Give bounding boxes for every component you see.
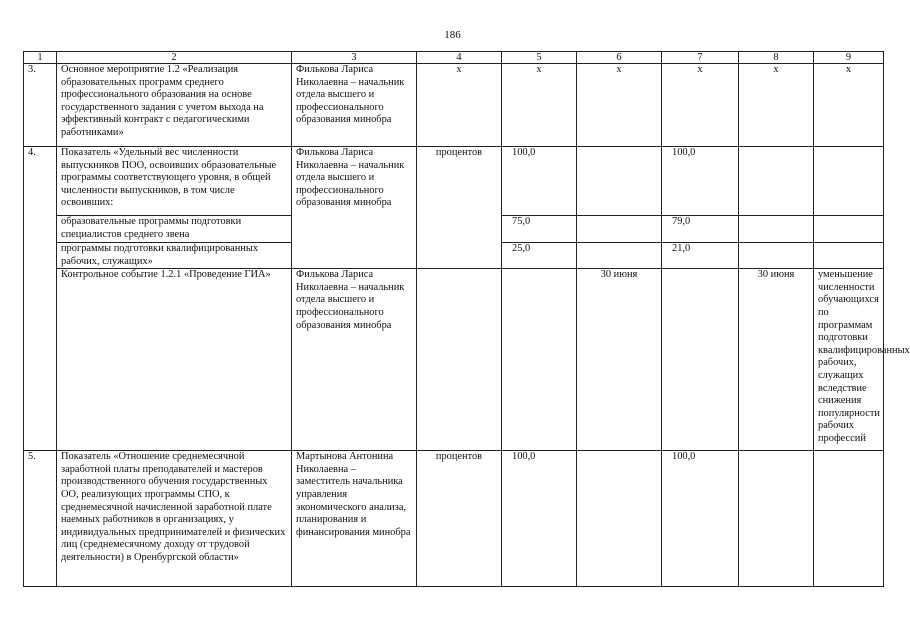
cell: х <box>417 64 502 147</box>
value-cell <box>739 451 814 587</box>
value-cell: 79,0 <box>662 216 739 243</box>
value-cell <box>577 147 662 216</box>
row-number: 5. <box>24 451 57 587</box>
value-cell <box>814 451 884 587</box>
header-cell: 2 <box>57 52 292 64</box>
header-cell: 9 <box>814 52 884 64</box>
cell: х <box>814 64 884 147</box>
cell: х <box>662 64 739 147</box>
row-responsible: Филькова Лариса Николаевна – начальник отдела высшего и профессионального образования минобра <box>292 269 417 451</box>
table-row <box>24 269 884 451</box>
header-cell: 1 <box>24 52 57 64</box>
value-cell <box>577 216 662 243</box>
header-cell: 6 <box>577 52 662 64</box>
header-cell: 7 <box>662 52 739 64</box>
row-name: Показатель «Удельный вес численности выпускников ПОО, освоивших образовательные программы соответствующего уровня, в общей численности выпускников, в том числе освоивших: <box>57 147 292 216</box>
row-responsible: Филькова Лариса Николаевна – начальник отдела высшего и профессионального образования минобра <box>292 147 417 269</box>
table-row <box>24 64 884 147</box>
table-row <box>24 147 884 216</box>
value-cell <box>502 269 577 451</box>
header-cell: 5 <box>502 52 577 64</box>
header-cell: 8 <box>739 52 814 64</box>
header-cell: 4 <box>417 52 502 64</box>
cell: х <box>577 64 662 147</box>
row-name: образовательные программы подготовки специалистов среднего звена <box>57 216 292 243</box>
date-cell: 30 июня <box>577 269 662 451</box>
value-cell: 100,0 <box>502 451 577 587</box>
value-cell: 100,0 <box>662 451 739 587</box>
row-name: программы подготовки квалифицированных рабочих, служащих» <box>57 243 292 269</box>
page-number: 186 <box>444 29 461 41</box>
row-name: Основное мероприятие 1.2 «Реализация образовательных программ среднего профессионального образования на основе государственного задания с учетом выхода на эффективный контракт с педагогическими работниками» <box>57 64 292 147</box>
value-cell <box>739 243 814 269</box>
unit-cell <box>417 269 502 451</box>
program-table <box>23 51 910 587</box>
value-cell <box>577 451 662 587</box>
header-row <box>24 52 884 64</box>
row-name: Показатель «Отношение среднемесячной заработной платы преподавателей и мастеров производственного обучения государственных ОО, реализующих программы СПО, к среднемесячной начисленной заработной плате наемных работников в организациях, у индивидуальных предпринимателей и физических лиц (среднемесячному доходу от трудовой деятельности) в Оренбургской области» <box>57 451 292 587</box>
value-cell <box>577 243 662 269</box>
table-row <box>24 451 884 587</box>
value-cell: 100,0 <box>662 147 739 216</box>
note-cell: уменьшение численности обучающихся по программам подготовки квалифицированных рабочих, служащих вследствие снижения популярности рабочих профессий <box>814 269 884 451</box>
value-cell <box>814 147 884 216</box>
value-cell <box>814 216 884 243</box>
value-cell: 21,0 <box>662 243 739 269</box>
row-name: Контрольное событие 1.2.1 «Проведение ГИА» <box>57 269 292 451</box>
cell: х <box>502 64 577 147</box>
unit-cell: процентов <box>417 451 502 587</box>
row-number: 3. <box>24 64 57 147</box>
date-cell: 30 июня <box>739 269 814 451</box>
unit-cell: процентов <box>417 147 502 269</box>
row-responsible: Филькова Лариса Николаевна – начальник отдела высшего и профессионального образования минобра <box>292 64 417 147</box>
value-cell <box>662 269 739 451</box>
value-cell <box>739 147 814 216</box>
value-cell <box>739 216 814 243</box>
value-cell: 75,0 <box>502 216 577 243</box>
value-cell: 25,0 <box>502 243 577 269</box>
row-responsible: Мартынова Антонина Николаевна – заместитель начальника управления экономического анализа, планирования и финансирования минобра <box>292 451 417 587</box>
value-cell: 100,0 <box>502 147 577 216</box>
cell: х <box>739 64 814 147</box>
row-number: 4. <box>24 147 57 451</box>
header-cell: 3 <box>292 52 417 64</box>
value-cell <box>814 243 884 269</box>
